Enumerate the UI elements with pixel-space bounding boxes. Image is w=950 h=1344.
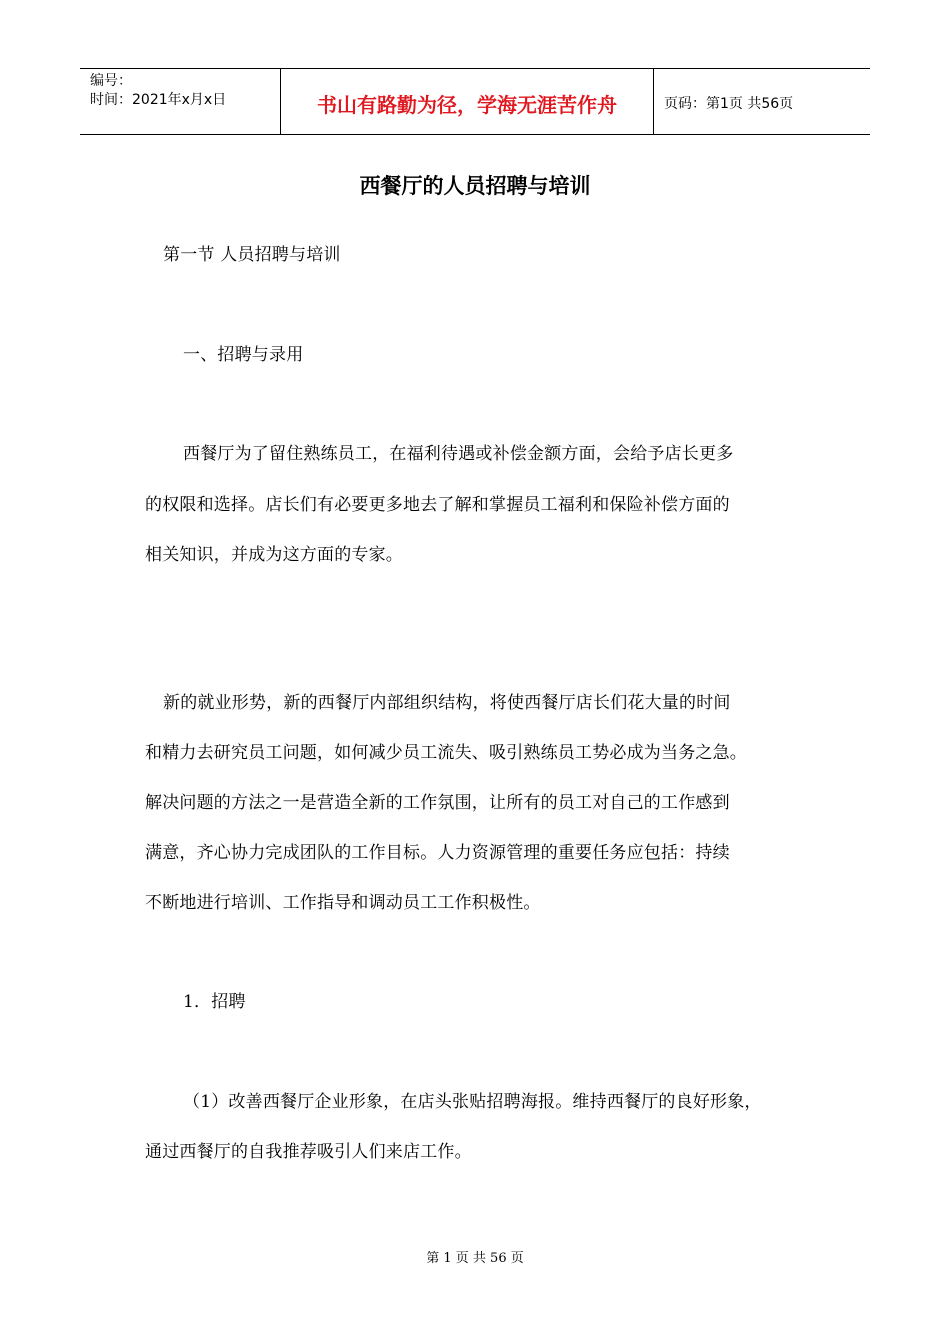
paragraph-1-line-2: 的权限和选择。店长们有必要更多地去了解和掌握员工福利和保险补偿方面的 [145, 495, 730, 515]
paragraph-2-line-1: 新的就业形势，新的西餐厅内部组织结构，将使西餐厅店长们花大量的时间 [163, 693, 731, 713]
time-label: 时间：2021年x月x日 [90, 92, 227, 108]
paragraph-2-line-3: 解决问题的方法之一是营造全新的工作氛围，让所有的员工对自己的工作感到 [145, 793, 730, 813]
header-motto: 书山有路勤为径，学海无涯苦作舟 [281, 69, 654, 134]
header-table [80, 68, 870, 135]
paragraph-2-line-4: 满意，齐心协力完成团队的工作目标。人力资源管理的重要任务应包括：持续 [145, 843, 730, 863]
paragraph-3-line-1: （1）改善西餐厅企业形象，在店头张贴招聘海报。维持西餐厅的良好形象， [183, 1092, 762, 1112]
header-page-info: 页码：第1页 共56页 [664, 95, 794, 112]
number-label: 编号： [90, 73, 132, 89]
paragraph-2-line-2: 和精力去研究员工问题，如何减少员工流失、吸引熟练员工势必成为当务之急。 [145, 743, 747, 763]
subsection-heading: 一、招聘与录用 [183, 345, 304, 365]
paragraph-3-line-2: 通过西餐厅的自我推荐吸引人们来店工作。 [145, 1142, 472, 1162]
section-heading: 第一节 人员招聘与培训 [163, 245, 341, 265]
paragraph-1-line-1: 西餐厅为了留住熟练员工，在福利待遇或补偿金额方面，会给予店长更多 [183, 444, 734, 464]
document-title: 西餐厅的人员招聘与培训 [359, 174, 591, 198]
paragraph-1-line-3: 相关知识，并成为这方面的专家。 [145, 545, 403, 565]
paragraph-2-line-5: 不断地进行培训、工作指导和调动员工工作积极性。 [145, 893, 541, 913]
page-footer: 第 1 页 共 56 页 [426, 1251, 524, 1266]
header-meta-cell [80, 69, 281, 134]
item-heading: 1．招聘 [183, 992, 246, 1012]
